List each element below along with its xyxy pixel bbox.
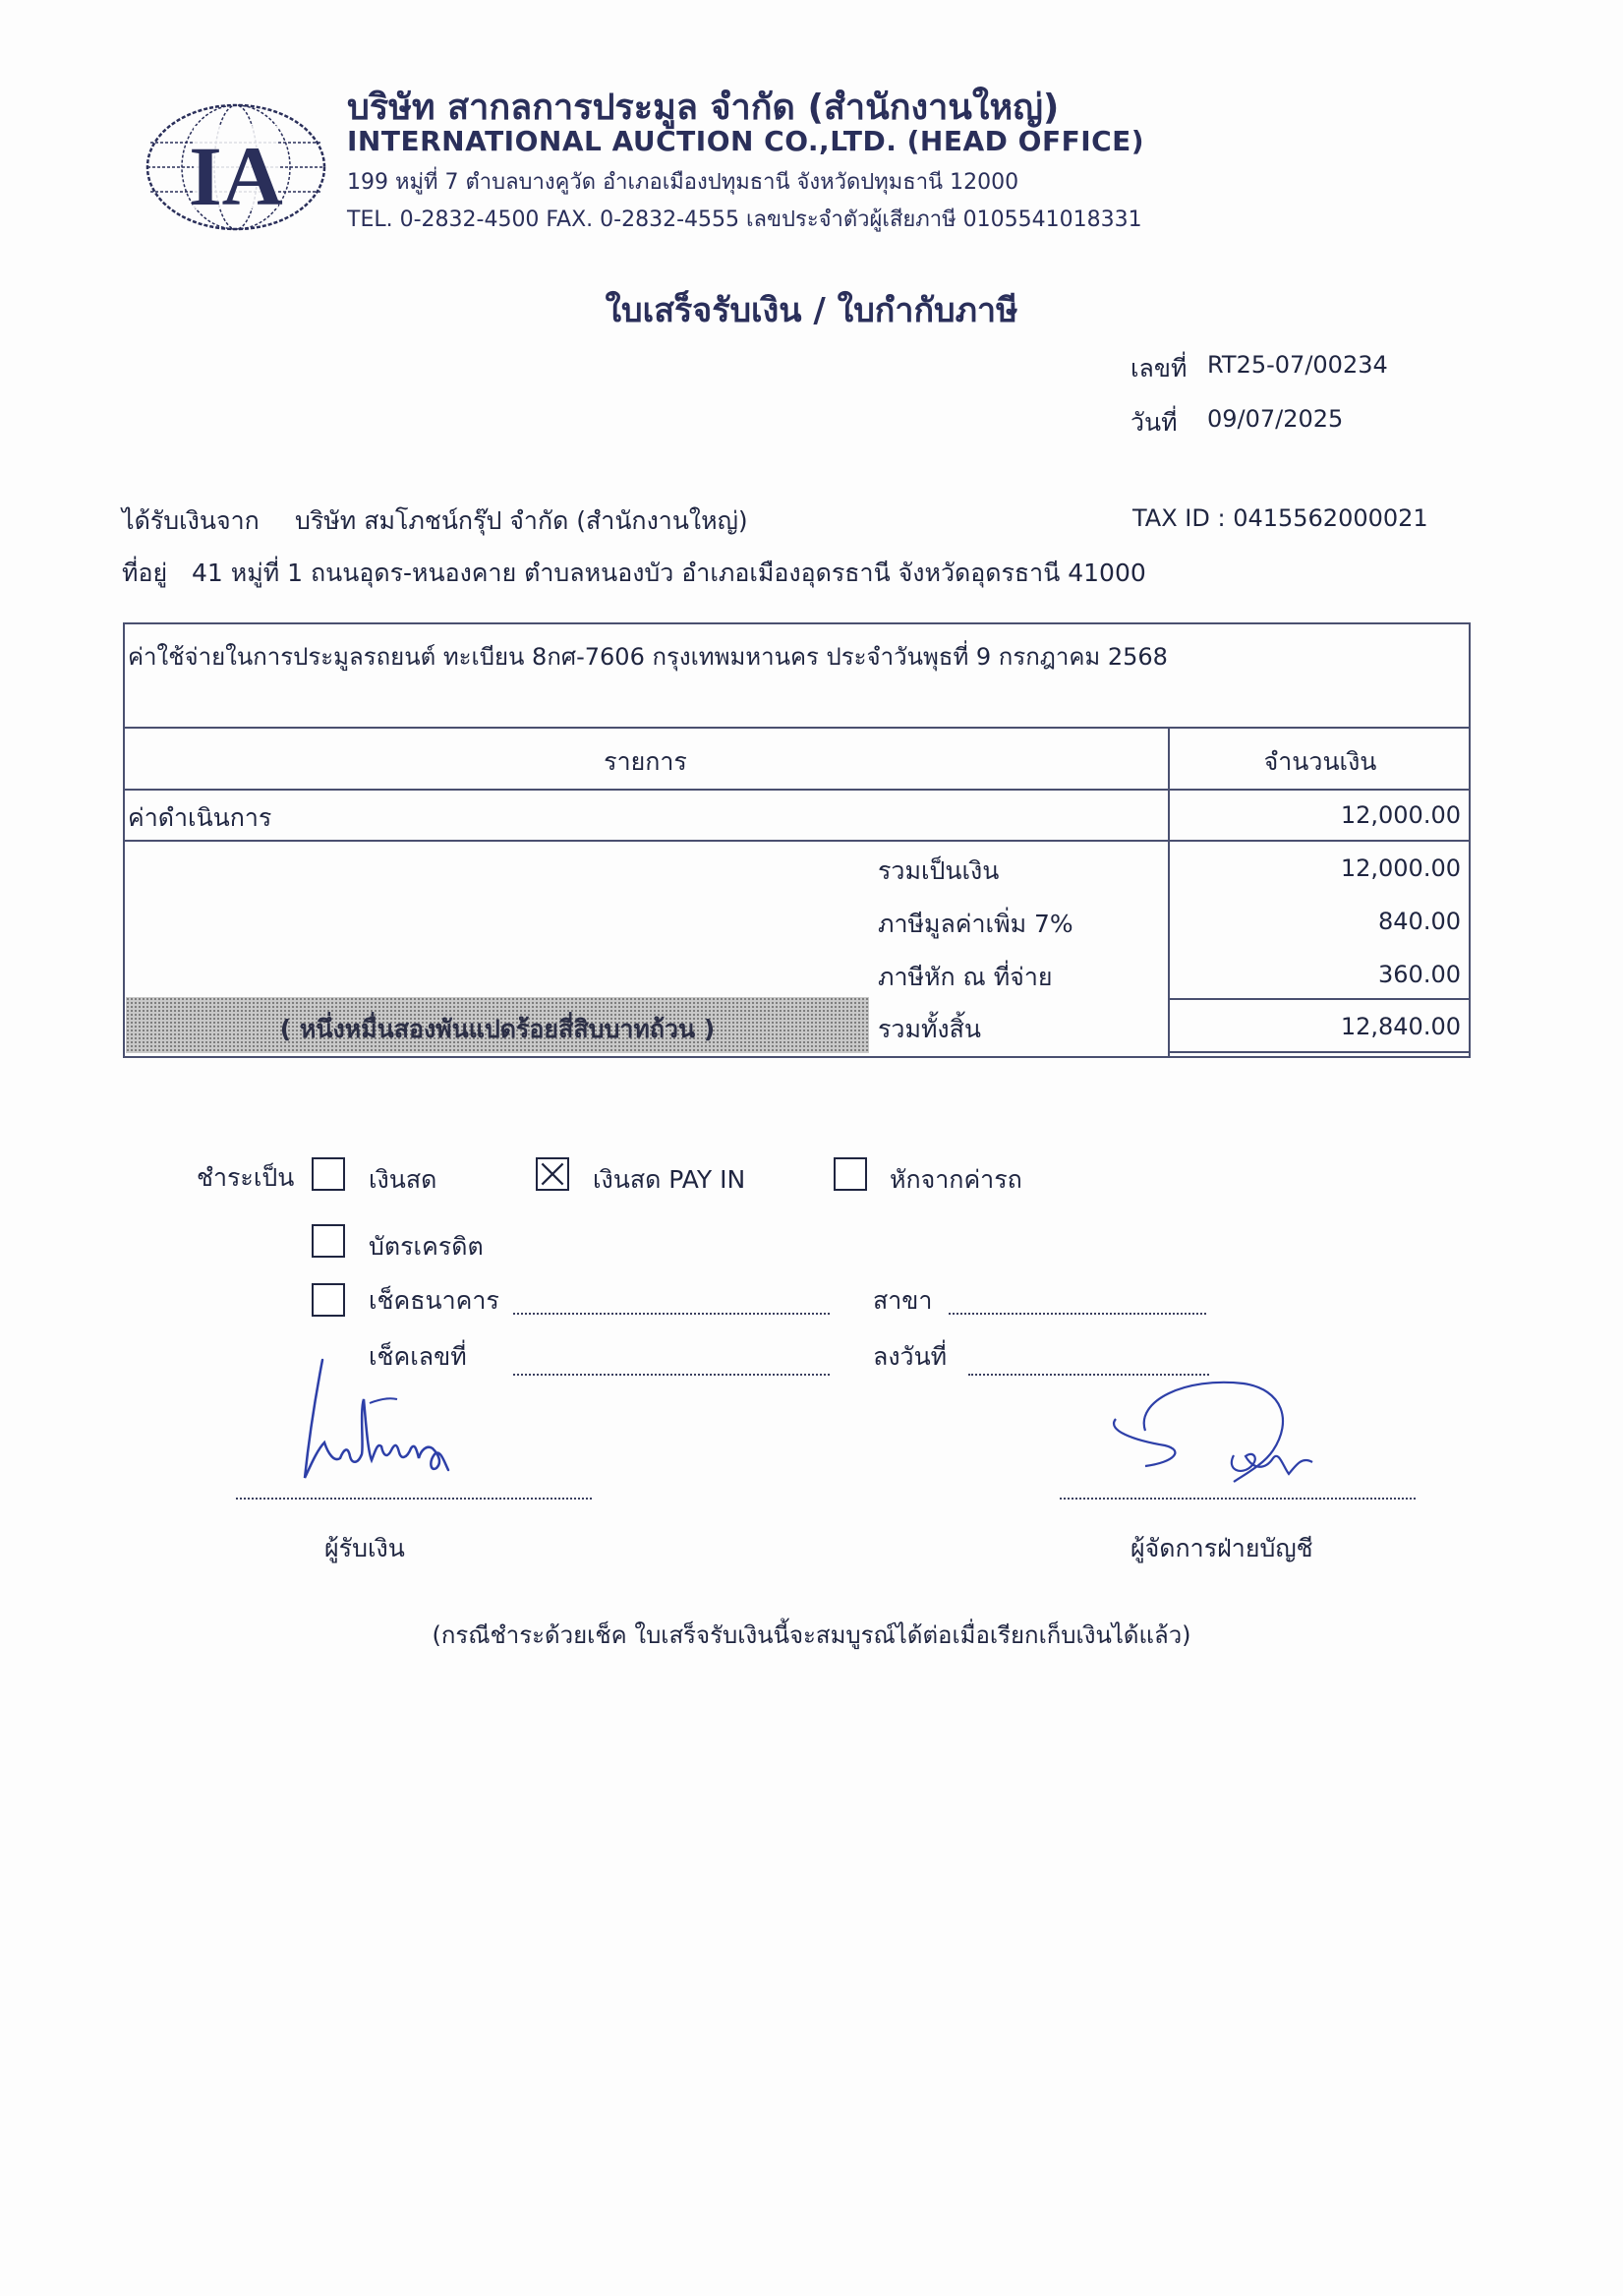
payment-method-label: ชำระเป็น <box>197 1163 295 1192</box>
bank-cheque-checkbox[interactable] <box>312 1283 345 1317</box>
customer-name: บริษัท สมโภชน์กรุ๊ป จำกัด (สำนักงานใหญ่) <box>295 506 748 535</box>
cash-checkbox[interactable] <box>312 1157 345 1191</box>
footnote: (กรณีชำระด้วยเช็ค ใบเสร็จรับเงินนี้จะสมบูรณ์ได้ต่อเมื่อเรียกเก็บเงินได้แล้ว) <box>432 1621 1191 1649</box>
customer-tax-id: TAX ID : 0415562000021 <box>1132 504 1428 532</box>
subtotal-label: รวมเป็นเงิน <box>878 856 1000 885</box>
cheque-date-label: ลงวันที่ <box>873 1342 948 1371</box>
receiver-label: ผู้รับเงิน <box>324 1534 405 1562</box>
document-number: RT25-07/00234 <box>1207 351 1388 379</box>
document-title: ใบเสร็จรับเงิน / ใบกำกับภาษี <box>605 291 1018 330</box>
check-x-icon <box>538 1159 567 1189</box>
vat-amount: 840.00 <box>1378 908 1461 935</box>
column-header-item: รายการ <box>604 747 687 776</box>
address-label: ที่อยู่ <box>122 559 168 587</box>
document-number-label: เลขที่ <box>1130 354 1188 383</box>
customer-address: 41 หมู่ที่ 1 ถนนอุดร-หนองคาย ตำบลหนองบัว อำเภอเมืองอุดรธานี จังหวัดอุดรธานี 41000 <box>192 559 1146 587</box>
bank-cheque-field[interactable] <box>513 1313 830 1315</box>
amount-in-words: ( หนึ่งหมื่นสองพันแปดร้อยสี่สิบบาทถ้วน ) <box>279 1015 716 1043</box>
deduct-from-car-checkbox[interactable] <box>834 1157 867 1191</box>
withholding-tax-amount: 360.00 <box>1378 961 1461 988</box>
bank-cheque-label: เช็คธนาคาร <box>369 1286 499 1315</box>
credit-card-checkbox[interactable] <box>312 1224 345 1258</box>
cheque-number-label: เช็คเลขที่ <box>369 1342 467 1371</box>
table-description: ค่าใช้จ่ายในการประมูลรถยนต์ ทะเบียน 8กศ-7606 กรุงเทพมหานคร ประจำวันพุธที่ 9 กรกฎาคม 2568 <box>128 643 1168 671</box>
manager-signature-line <box>1060 1498 1416 1500</box>
line-item-description: ค่าดำเนินการ <box>128 803 272 832</box>
cheque-number-field[interactable] <box>513 1374 830 1376</box>
company-name-thai: บริษัท สากลการประมูล จำกัด (สำนักงานใหญ่) <box>347 88 1060 128</box>
grand-total-amount: 12,840.00 <box>1340 1013 1461 1040</box>
deduct-from-car-label: หักจากค่ารถ <box>890 1165 1022 1194</box>
company-contact: TEL. 0-2832-4500 FAX. 0-2832-4555 เลขประจำตัวผู้เสียภาษี 0105541018331 <box>347 207 1142 232</box>
manager-signature <box>1106 1372 1342 1495</box>
credit-card-label: บัตรเครดิต <box>369 1232 484 1261</box>
document-date: 09/07/2025 <box>1207 405 1344 433</box>
cash-label: เงินสด <box>369 1165 437 1194</box>
document-date-label: วันที่ <box>1130 408 1178 437</box>
branch-field[interactable] <box>949 1313 1206 1315</box>
svg-text:IA: IA <box>189 129 283 223</box>
column-header-amount: จำนวนเงิน <box>1263 747 1377 776</box>
grand-total-label: รวมทั้งสิ้น <box>878 1015 981 1043</box>
line-item-amount: 12,000.00 <box>1340 801 1461 829</box>
cash-pay-in-checkbox[interactable] <box>536 1157 569 1191</box>
branch-label: สาขา <box>873 1286 933 1315</box>
company-address: 199 หมู่ที่ 7 ตำบลบางคูวัด อำเภอเมืองปทุมธานี จังหวัดปทุมธานี 12000 <box>347 170 1019 195</box>
company-logo <box>143 98 329 236</box>
cash-pay-in-label: เงินสด PAY IN <box>593 1165 746 1194</box>
receiver-signature-line <box>236 1498 592 1500</box>
manager-label: ผู้จัดการฝ่ายบัญชี <box>1130 1534 1313 1562</box>
company-name-english: INTERNATIONAL AUCTION CO.,LTD. (HEAD OFFICE) <box>347 125 1145 157</box>
receiver-signature <box>295 1352 482 1495</box>
vat-label: ภาษีมูลค่าเพิ่ม 7% <box>878 910 1073 938</box>
received-from-label: ได้รับเงินจาก <box>122 506 260 535</box>
subtotal-amount: 12,000.00 <box>1340 854 1461 882</box>
withholding-tax-label: ภาษีหัก ณ ที่จ่าย <box>878 963 1053 991</box>
